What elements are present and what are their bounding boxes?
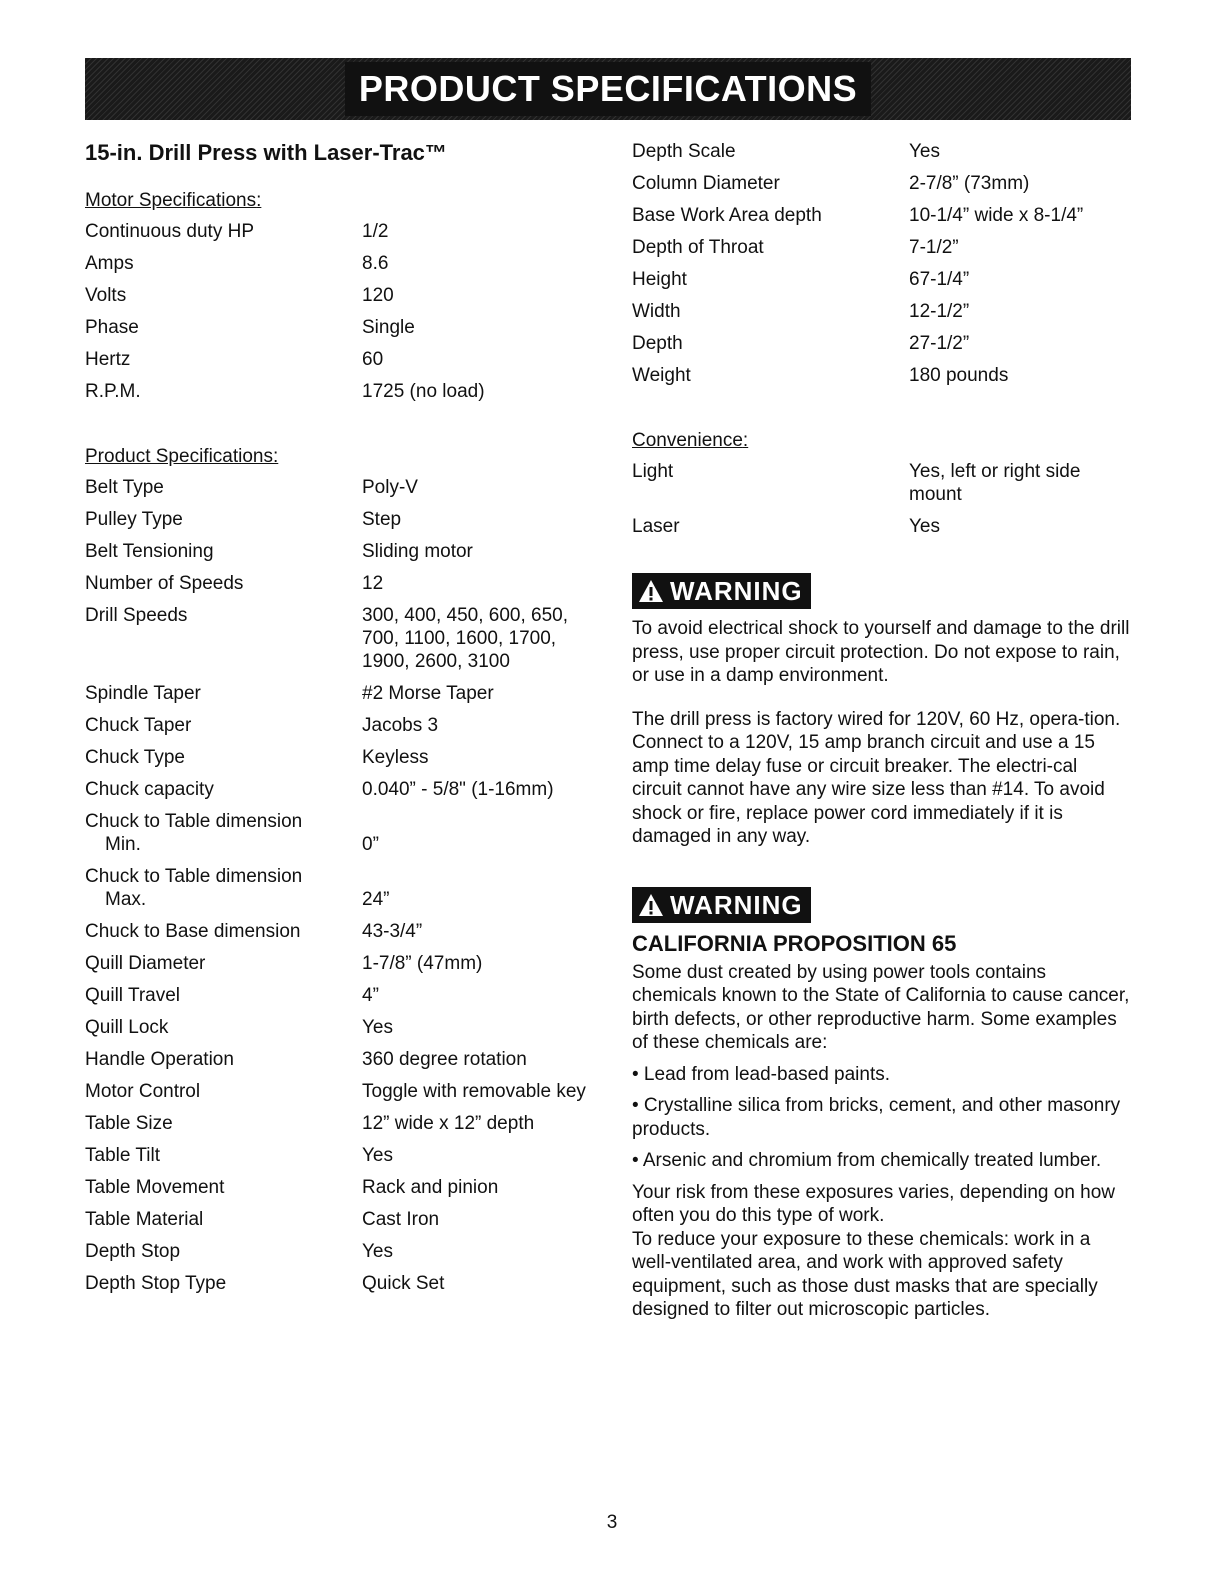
spec-value [362, 284, 602, 316]
spec-key-text: Depth Scale [632, 141, 736, 162]
convenience-label: Convenience: [632, 430, 749, 451]
spec-row [632, 332, 1132, 364]
spec-row [85, 1208, 602, 1240]
spec-key-text: Height [632, 269, 687, 290]
spec-value [362, 348, 602, 380]
spec-value-text: Yes [909, 141, 940, 162]
warning-triangle-icon [638, 893, 664, 917]
spec-value-text: Keyless [362, 747, 429, 768]
spec-key [85, 810, 362, 865]
spec-row [85, 508, 602, 540]
spec-value [362, 778, 602, 810]
warning-prop65 [632, 887, 1132, 1322]
spec-value-text: 12 [362, 573, 384, 594]
spec-value [909, 268, 1132, 300]
spec-value [362, 746, 602, 778]
spec-key-text: Quill Diameter [85, 953, 206, 974]
spec-key-text: Chuck Taper [85, 715, 192, 736]
spec-row [632, 268, 1132, 300]
spec-key-text: Table Tilt [85, 1145, 160, 1166]
spec-key [85, 604, 362, 682]
spec-value [362, 508, 602, 540]
spec-key-text: Table Size [85, 1113, 173, 1134]
spec-key [85, 572, 362, 604]
spec-key [85, 746, 362, 778]
spec-value [909, 140, 1132, 172]
spec-row [85, 984, 602, 1016]
spec-key [632, 364, 909, 396]
spec-key-text: Belt Tensioning [85, 541, 214, 562]
spec-value-text: 120 [362, 285, 394, 306]
spec-key-sub: Min. [105, 834, 141, 855]
spec-value [362, 1144, 602, 1176]
spec-key [85, 1208, 362, 1240]
spec-key [85, 1048, 362, 1080]
spec-row [85, 1176, 602, 1208]
spec-value [362, 714, 602, 746]
spec-row [85, 1144, 602, 1176]
spec-row [85, 572, 602, 604]
spec-value [362, 476, 602, 508]
warning-badge-text: WARNING [670, 889, 803, 920]
spec-row [85, 1272, 602, 1304]
motor-spec-label: Motor Specifications: [85, 190, 262, 211]
spec-value-text: Poly-V [362, 477, 418, 498]
spec-key [85, 1080, 362, 1112]
prop65-risk: Your risk from these exposures varies, depending on how often you do this type of work. [632, 1181, 1116, 1226]
spec-row [85, 1016, 602, 1048]
motor-spec-table [85, 220, 602, 412]
spec-value [362, 1048, 602, 1080]
spec-row [632, 204, 1132, 236]
spec-key [85, 984, 362, 1016]
spec-key [85, 220, 362, 252]
spec-row [85, 1112, 602, 1144]
spec-key [85, 316, 362, 348]
spec-value-text: Rack and pinion [362, 1177, 499, 1198]
spec-key [632, 172, 909, 204]
spec-row [632, 515, 1132, 547]
spec-value-text: 60 [362, 349, 384, 370]
spec-value [362, 604, 602, 682]
spec-key-text: Depth of Throat [632, 237, 764, 258]
spec-value-text: Cast Iron [362, 1209, 440, 1230]
spec-value-text: 1725 (no load) [362, 381, 485, 402]
spec-value [362, 810, 602, 865]
spec-key [632, 268, 909, 300]
spec-value [362, 1208, 602, 1240]
spec-row [85, 682, 602, 714]
spec-row [85, 540, 602, 572]
spec-value-text: Yes [362, 1241, 393, 1262]
spec-key-text: Amps [85, 253, 134, 274]
spec-value [909, 332, 1132, 364]
spec-key-text: Base Work Area depth [632, 205, 822, 226]
spec-value-text: 12” wide x 12” depth [362, 1113, 535, 1134]
spec-value-text: 0.040” - 5/8" (1-16mm) [362, 779, 554, 800]
spec-key [85, 682, 362, 714]
spec-value [362, 316, 602, 348]
right-column [632, 140, 1132, 1322]
spec-value [909, 236, 1132, 268]
spec-key [85, 508, 362, 540]
prop65-intro: Some dust created by using power tools contains chemicals known to the State of California to cause cancer, birth defects, or other reproductive harm. Some examples of these chemicals are: [632, 961, 1130, 1053]
spec-key [632, 515, 909, 547]
spec-row [85, 252, 602, 284]
spec-key [85, 540, 362, 572]
spec-row [85, 865, 602, 920]
spec-value [362, 1016, 602, 1048]
spec-row [85, 284, 602, 316]
spec-key [85, 865, 362, 920]
spec-value-text: Sliding motor [362, 541, 473, 562]
spec-key [632, 140, 909, 172]
spec-key [85, 476, 362, 508]
product-spec-table [85, 476, 602, 1304]
spec-value-text: Yes, left or right side mount [909, 461, 1081, 505]
spec-value-text: 8.6 [362, 253, 389, 274]
warning-badge [632, 573, 811, 609]
spec-key-text: Weight [632, 365, 691, 386]
spec-key-text: Volts [85, 285, 127, 306]
spec-key-text: Depth Stop [85, 1241, 181, 1262]
spec-key-text: Light [632, 461, 674, 482]
title-banner [85, 58, 1131, 120]
prop65-reduce: To reduce your exposure to these chemicals: work in a well-ventilated area, and work with approved safety equipment, such as those dust masks that are specially designed to filter out microscopic particles. [632, 1228, 1098, 1320]
spec-value [362, 220, 602, 252]
page-title: PRODUCT SPECIFICATIONS [345, 62, 871, 116]
spec-value-text: 27-1/2” [909, 333, 970, 354]
spec-key-text: Depth Stop Type [85, 1273, 227, 1294]
spec-value-text: Yes [909, 516, 940, 537]
spec-value [362, 1112, 602, 1144]
wiring-paragraph: The drill press is factory wired for 120V, 60 Hz, opera-tion. Connect to a 120V, 15 amp branch circuit and use a 15 amp time delay fuse or circuit breaker. The electri-cal circuit cannot have any wire size less than #14. To avoid shock or fire, replace power cord immediately if it is damaged in any way. [632, 708, 1121, 847]
spec-value [362, 540, 602, 572]
spec-value-text: Yes [362, 1017, 393, 1038]
spec-key-text: Phase [85, 317, 139, 338]
spec-value-text: Toggle with removable key [362, 1081, 586, 1102]
spec-value-text: 24” [362, 889, 390, 910]
prop65-bullet: • Arsenic and chromium from chemically treated lumber. [632, 1150, 1102, 1171]
spec-key [85, 252, 362, 284]
spec-value-text: 10-1/4” wide x 8-1/4” [909, 205, 1084, 226]
spec-key [632, 300, 909, 332]
spec-key-text: Column Diameter [632, 173, 780, 194]
spec-key-text: Quill Lock [85, 1017, 169, 1038]
spec-value-text: 300, 400, 450, 600, 650, 700, 1100, 1600, 1700, 1900, 2600, 3100 [362, 605, 569, 672]
spec-value [909, 300, 1132, 332]
spec-value-text: Single [362, 317, 415, 338]
spec-row [85, 778, 602, 810]
spec-key-text: Number of Speeds [85, 573, 244, 594]
warning-badge-text: WARNING [670, 576, 803, 606]
spec-key-text: Width [632, 301, 681, 322]
warning-badge [632, 887, 811, 923]
spec-value [909, 172, 1132, 204]
spec-key-text: Table Material [85, 1209, 204, 1230]
spec-key-text: R.P.M. [85, 381, 141, 402]
motor-spec-label-text: Motor Specifications [85, 190, 257, 211]
spec-row [85, 220, 602, 252]
spec-value [909, 515, 1132, 547]
spec-key-text: Table Movement [85, 1177, 225, 1198]
warning-triangle-icon [638, 579, 664, 603]
prop65-bullet: • Crystalline silica from bricks, cement, and other masonry products. [632, 1095, 1121, 1140]
spec-key-text: Continuous duty HP [85, 221, 254, 242]
spec-value-text: Yes [362, 1145, 393, 1166]
spec-value-text: 1/2 [362, 221, 389, 242]
warning-electrical [632, 573, 1132, 849]
spec-value-text: 67-1/4” [909, 269, 970, 290]
spec-row [632, 460, 1132, 515]
spec-value [362, 1240, 602, 1272]
product-heading: 15-in. Drill Press with Laser-Trac™ [85, 140, 447, 165]
spec-key [85, 284, 362, 316]
spec-key-sub: Max. [105, 889, 147, 910]
spec-row [85, 920, 602, 952]
spec-row [85, 810, 602, 865]
spec-key [85, 1112, 362, 1144]
spec-key [85, 920, 362, 952]
prop65-title: CALIFORNIA PROPOSITION 65 [632, 930, 957, 956]
spec-row [85, 746, 602, 778]
warning-paragraph: To avoid electrical shock to yourself and damage to the drill press, use proper circuit protection. Do not expose to rain, or use in a damp environment. [632, 618, 1130, 686]
spec-row [85, 348, 602, 380]
spec-value-text: Quick Set [362, 1273, 445, 1294]
spec-row [632, 236, 1132, 268]
spec-value-text: 0” [362, 834, 379, 855]
spec-key-text: Chuck to Base dimension [85, 921, 301, 942]
spec-key-text: Hertz [85, 349, 131, 370]
spec-row [85, 380, 602, 412]
spec-key [632, 204, 909, 236]
spec-key-text: Motor Control [85, 1081, 201, 1102]
spec-key [632, 460, 909, 515]
spec-value-text: 43-3/4” [362, 921, 423, 942]
spec-key [85, 714, 362, 746]
spec-row [85, 1048, 602, 1080]
convenience-label-text: Convenience [632, 430, 743, 451]
spec-key [85, 1016, 362, 1048]
left-column [85, 140, 605, 1304]
spec-value-text: #2 Morse Taper [362, 683, 494, 704]
spec-row [85, 714, 602, 746]
spec-row [632, 140, 1132, 172]
spec-key [85, 1272, 362, 1304]
spec-key-text: Depth [632, 333, 683, 354]
spec-key [85, 1240, 362, 1272]
spec-value [362, 572, 602, 604]
spec-key [85, 1176, 362, 1208]
spec-value [362, 380, 602, 412]
spec-key [85, 348, 362, 380]
spec-row [632, 300, 1132, 332]
spec-row [85, 476, 602, 508]
spec-key [85, 952, 362, 984]
spec-key [632, 236, 909, 268]
spec-row [85, 1080, 602, 1112]
spec-row [85, 952, 602, 984]
product-spec-label-text: Product Specifications [85, 446, 273, 467]
convenience-table [632, 460, 1132, 547]
spec-value [909, 204, 1132, 236]
prop65-bullet: • Lead from lead-based paints. [632, 1063, 891, 1085]
spec-value-text: Step [362, 509, 402, 530]
spec-key-text: Quill Travel [85, 985, 181, 1006]
spec-key [85, 1144, 362, 1176]
spec-row [632, 172, 1132, 204]
spec-row [85, 604, 602, 682]
spec-key-text: Chuck Type [85, 747, 185, 768]
spec-key-text: Spindle Taper [85, 683, 201, 704]
spec-value [362, 682, 602, 714]
spec-value [909, 460, 1132, 515]
spec-key-text: Chuck capacity [85, 779, 214, 800]
spec-value [362, 1272, 602, 1304]
spec-value-text: 180 pounds [909, 365, 1009, 386]
spec-key-text: Handle Operation [85, 1049, 234, 1070]
spec-row [632, 364, 1132, 396]
spec-value-text: 7-1/2” [909, 237, 959, 258]
spec-value [362, 920, 602, 952]
spec-key [85, 778, 362, 810]
spec-row [85, 1240, 602, 1272]
spec-key-text: Chuck to Table dimension [85, 866, 303, 887]
spec-key [85, 380, 362, 412]
dimension-spec-table [632, 140, 1132, 396]
spec-key-text: Laser [632, 516, 680, 537]
spec-key-text: Pulley Type [85, 509, 183, 530]
product-spec-label: Product Specifications: [85, 446, 279, 467]
spec-value-text: 4” [362, 985, 379, 1006]
spec-value-text: 360 degree rotation [362, 1049, 527, 1070]
spec-key-text: Chuck to Table dimension [85, 811, 303, 832]
spec-value [362, 252, 602, 284]
spec-key-text: Drill Speeds [85, 605, 188, 626]
spec-key [632, 332, 909, 364]
spec-value [362, 865, 602, 920]
spec-value-text: Jacobs 3 [362, 715, 439, 736]
page-number: 3 [606, 1512, 618, 1533]
spec-value [362, 1080, 602, 1112]
spec-value [909, 364, 1132, 396]
spec-value [362, 1176, 602, 1208]
spec-value-text: 2-7/8” (73mm) [909, 173, 1030, 194]
spec-value-text: 12-1/2” [909, 301, 970, 322]
spec-key-text: Belt Type [85, 477, 164, 498]
spec-value [362, 984, 602, 1016]
spec-value-text: 1-7/8” (47mm) [362, 953, 483, 974]
spec-value [362, 952, 602, 984]
spec-row [85, 316, 602, 348]
